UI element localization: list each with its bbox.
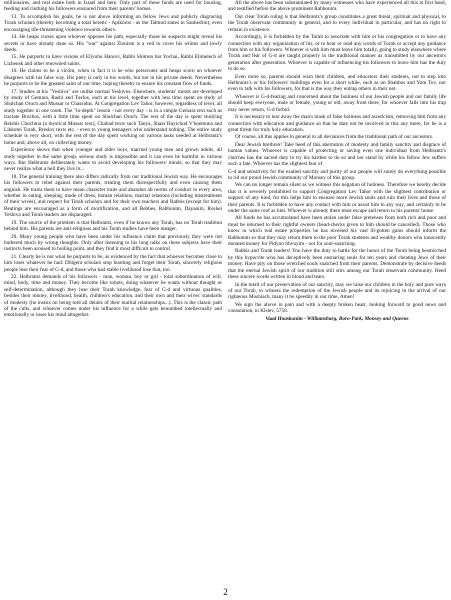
right-column [228,0,446,582]
paragraph: Dear Jewish brethren! Take heed of this aberration of modesty and family sanctity and disgrace of human values. Whoever is capable of protecting or saving even one individual from Helbrantz's clutches has the sacred duty to try his hardest to do so and not stand by while his fellow Jew suffers such a fate. Whoever has the slightest fear of [228,141,446,168]
paragraph: All the above has been substantiated by many witnesses who have experienced all this at first hand, and testified before the above prominent Rabbonim. [228,0,446,13]
paragraph: Experience shows that when younger and older boys, married young men and grown adults, all study together in the same group, serious study is impossible and it can even be harmful in various ways. But Helbrantz deliberately wants to avoid developing his followers' minds, so that they may never realize what a hell they live in... [4,147,222,173]
paragraph: In the merit of our preservation of our sanctity, may we raise our children in the holy and pure ways of our Torah, to witness the redemption of the Jewish people and its rejoicing in the arrival of our righteous Moshiach, many it be speedily in our time, Amen! [228,281,446,301]
paragraph: 17. Studies at his "Yeshiva" are unlike normal Yeshivos. Elsewhere, students' minds are developed by study of Gemara, Rashi and Tosfos, each at his level, together with less time spent on study of Shulchan Oruch and Mussar or Chassidus. At Congregation Lev Tahor, however, regardless of level, all study together in one room. The "in-depth" lesson - not every day - is in a simple Gemara text such as tractate Brochos, with a little time spent on Shulchan Oruch. The rest of the day is spent studying Reishis Chochma (a mystical Mussar text), Chabad texts such Tanya, Shaar Hayichud V'hoemuna and Likkutei Torah, Breslov texts etc. - even to young teenagers who understand nothing. The entire study schedule is very short, with the rest of the day spent working on various tasks needed at Helbrantz's home and, above all, on collecting money. [4,88,222,146]
paragraph: 15. He purports to have visions of Eliyohu Hanovi, Rabbi Shimon bar Yochai, Rabbi Elimelech of Lizhensk and other renowned saints. [4,54,222,67]
paragraph: 19. The source of the problem is that Helbrantz, even if he knows any Torah, has no Torah tradition behind him. His parents are anti-religious and his Torah studies have been meager. [4,219,222,233]
paragraph: 22. Helbrantz demands of his followers - man, woman, boy or girl - total subordination of will, mind, body, time and money. They become like robots, doing whatever he wants without thought or self-determination, although they lose their Torah knowledge, fear of G-d and virtuous qualities, besides their money, livelihood, health, children's education, and their own and their wives' standards of modesty (he insists on being told all details of their marital relationships...). This is the classic path of the cults, and whoever comes under his influence for a while gets benumbed intellectually and emotionally or loses his mind altogether. [4,274,222,319]
document-page [4,0,447,600]
paragraph: Our clear Torah ruling is that Helbrantz's group constitutes a great threat, spiritual and physical, to the Torah observant community in general, and to every individual in particular, and has no right to remain in existence. [228,13,446,33]
paragraph: Whoever is G-d-fearing and concerned about the holiness of our Jewish people and our family life should keep everyone, male or female, young or old, away from there, for whoever falls into his trap may never return, G-d forbid. [228,93,446,113]
paragraph: Of course, all this applies in general to all deviances from the traditional path of our ancestors. [235,134,434,141]
paragraph: 14. He heaps curses upon whoever opposes his path, especially those he suspects might reveal his secrets or have already done so. His "war" against Zionism is a veil to cover his whims and lowly deeds. [4,34,222,53]
paragraph: G-d and sensitivity for the exalted sanctity and purity of our people will surely do everything possible to rid our proud Jewish community of Monsey of this group. [228,168,446,181]
paragraph: Even more so, parents should warn their children, and educators their students, not to step into Helbrantz's or his followers' buildings even for a short while, such as on Shabbos and Yom Tov, nor even to talk with his followers, for that is the way they entrap others in their net. [228,73,446,93]
paragraph: millionaires, and real estate both in Israel and here. Only part of these funds are used for housing, feeding and clothing his followers ensnared from their parents' homes. [4,0,222,13]
paragraph: 18. The general training there also differs radically from our traditional Jewish way. He encourages his followers to rebel against their parents, treating them disrespectfully and even causing them anguish. He trains them to have mean character traits and abandon all norms of conduct in every area, whether in eating, sleeping, mode of dress, human relations, marital relations (including mistreatment of their wives), and respect for Torah scholars and for their own teachers and Rabbis (except for him). Beatings are encouraged as a form of mortification, and all Rebbes, Rabbonim, Dayanim, Roshei Yeshiva and Torah leaders are disparaged. [4,173,222,219]
paragraph: 13. To accomplish his goals, he is not above informing on fellow Jews and publicly disgracing Torah scholars (thereby becoming a total heretic - Apikoros - as the Talmud states in Sanhedrin), even encouraging life-threatening violence towards others. [4,13,222,33]
signature-line: Vaad Hoaskonim - Williamsburg, Boro-Park, Monsey and Queens [265,315,409,322]
paragraph: 20. Many young people who have been under his influence claim that previously they were not bothered much by wrong thoughts. Only after listening to his long talks on these subjects have their instincts been aroused to boiling point, and they find it most difficult to control. [4,233,222,253]
paragraph: All funds he has accumulated have been stolen under false pretenses from both rich and poor and must be returned to their rightful owners (head-checks given to him should be cancelled). Those who know in which real estate properties he has invested his vast ill-gotten gains should inform the Rabbonim so that they may return them to the poor Torah students and wealthy donors who innocently donated money for Pidyon Shvuyim - not for soul-snatching. [228,215,446,247]
paragraph: It is necessary to tear away the man's mask of false holiness and asceticism, removing him from any connection with education and guidance so that he dare not be involved in this any more, for he is a great threat for truly holy education. [228,114,446,133]
paragraph: We sign the above in pain and with a deeply broken heart, looking forward to good news and consolation, in Kislev, 5758. [228,301,446,315]
left-column [4,0,222,582]
paragraph: Accordingly, it is forbidden by the Torah to associate with him or his congregation or to have any connection with any organization of his, or to hear or read any words of Torah or accept any guidance from him or his followers. Whoever is with him must leave him totally, going to study elsewhere where Torah and fear of G-d are taught properly in the traditional manner as transmitted by our ancestors generation after generation. Whoever is capable of influencing his followers to leave him has the duty to do so. [228,34,446,73]
paragraph: Rabbis and Torah leaders! You have the duty to battle for the honor of the Torah being besmirched by this hypocrite who has deceptively been ensnaring souls for ten years and cheating Jews of their money. Have pity on those wretched souls snatched from their parents. Demonstrate by decisive deeds that the eternal Jewish spirit of our tradition still stirs among our Torah observant community. Heed these sincere words written in blood and tears. [228,248,446,281]
paragraph: 16. He claims to be a victim, when in fact it is he who persecutes and heaps scorn on whoever disagrees with his false way. His piety is only in his words, but not in his private deeds. Nevertheless he purports to be the greatest saint of our time, hoping thereby to ensure his constant flow of funds. [4,68,222,88]
page-number: 2 [223,587,228,597]
paragraph: We can no longer remain silent as we witness this negation of holiness. Therefore we hereby decide that it is severely prohibited to support Congregation Lev Tahor with the slightest contribution or support of any kind, for this helps him to ensnare more Jewish souls and ruin their lives and those of their parents. It is forbidden to have any contact with him or assist him in any way, and certainly to be under the same roof as him. Whoever is already there must escape and return to his parents' home. [228,182,446,214]
paragraph: 21. Clearly he is not what he purports to be, as evidenced by the fact that whoever becomes close to him loses whatever he had: Diligent scholars stop learning and forget their Torah, sincerely religious people lose their fear of G-d, and those who had stable livelihood lose that, too. [4,253,222,273]
